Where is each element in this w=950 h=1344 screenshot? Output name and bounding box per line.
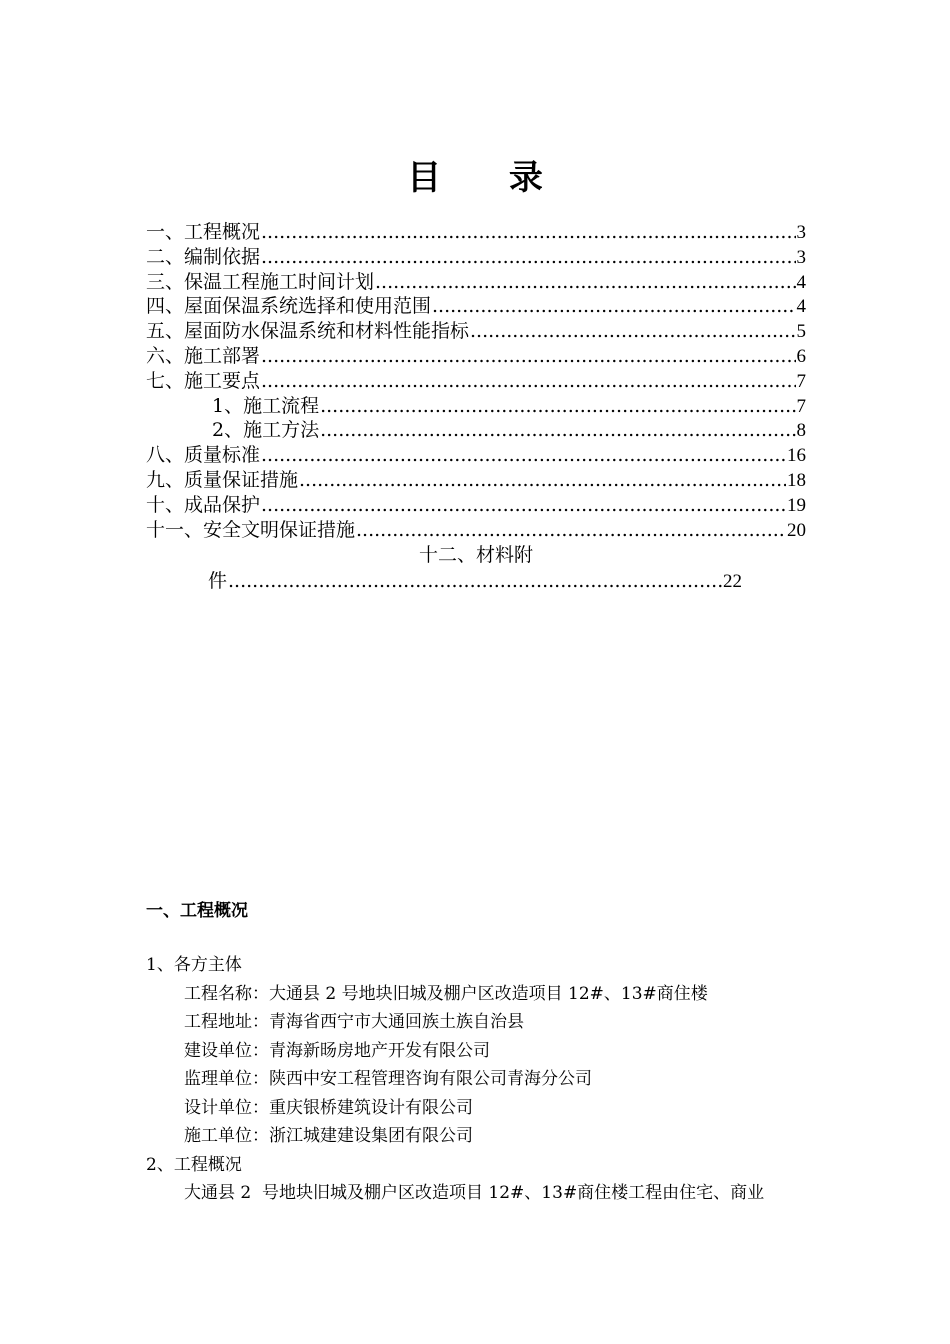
- toc-entry-text: 六、施工部署: [146, 344, 261, 367]
- toc-leader-dots: [261, 220, 795, 245]
- toc-leader-dots: [261, 369, 795, 394]
- overview-paragraph: 大通县 2 号地块旧城及棚户区改造项目 12#、13#商住楼工程由住宅、商业: [184, 1183, 765, 1203]
- toc-entry[interactable]: [146, 468, 806, 493]
- party-line: 建设单位：青海新旸房地产开发有限公司: [184, 1040, 490, 1061]
- toc-entry-text: 十一、安全文明保证措施: [146, 518, 356, 541]
- section-body: [146, 951, 810, 1208]
- toc-page-number: 18: [787, 469, 806, 491]
- toc-page-number: 4: [796, 296, 806, 318]
- toc-entry-text: 三、保温工程施工时间计划: [146, 270, 375, 293]
- toc-entry[interactable]: [146, 245, 806, 270]
- toc-page-number: 5: [796, 321, 806, 343]
- party-line: 工程名称：大通县 2 号地块旧城及棚户区改造项目 12#、13#商住楼: [184, 983, 708, 1004]
- toc-page-number: 7: [796, 395, 806, 417]
- toc-entry-wrapped[interactable]: [146, 542, 806, 595]
- toc-entry-text: 五、屋面防水保温系统和材料性能指标: [146, 320, 470, 343]
- toc-entry-text: 1、施工流程: [212, 394, 320, 417]
- toc-leader-dots: [261, 443, 786, 468]
- table-of-contents: [146, 220, 806, 542]
- toc-leader-dots: [432, 294, 795, 319]
- toc-page-number: 3: [796, 222, 806, 243]
- toc-page-number: 16: [787, 445, 806, 467]
- toc-leader-dots: [299, 468, 786, 493]
- toc-entry-text: 2、施工方法: [212, 419, 320, 442]
- toc-entry-text: 九、质量保证措施: [146, 468, 299, 491]
- party-line: 监理单位：陕西中安工程管理咨询有限公司青海分公司: [184, 1069, 592, 1089]
- toc-leader-dots: [228, 568, 722, 594]
- subsection-heading: 1、各方主体: [146, 955, 242, 975]
- toc-entry[interactable]: [146, 270, 806, 295]
- toc-entry[interactable]: [146, 344, 806, 369]
- toc-entry[interactable]: [146, 369, 806, 394]
- toc-page-number: 19: [787, 494, 806, 516]
- toc-entry-text: 一、工程概况: [146, 221, 261, 243]
- toc-entry[interactable]: [146, 493, 806, 518]
- toc-page-number: 8: [796, 420, 806, 442]
- toc-entry[interactable]: [146, 418, 806, 443]
- toc-leader-dots: [356, 518, 786, 543]
- toc-entry[interactable]: [146, 294, 806, 319]
- toc-entry-text: 四、屋面保温系统选择和使用范围: [146, 295, 432, 318]
- toc-page-number: 20: [787, 519, 806, 541]
- toc-page-number: 6: [796, 345, 806, 367]
- party-line: 设计单位：重庆银桥建筑设计有限公司: [184, 1097, 473, 1118]
- toc-entry-text: 七、施工要点: [146, 369, 261, 392]
- toc-leader-dots: [470, 319, 795, 344]
- section-heading: 一、工程概况: [146, 901, 248, 921]
- toc-page-number: 3: [796, 246, 806, 268]
- toc-page-number: 4: [796, 271, 806, 293]
- toc-page-number: 7: [796, 370, 806, 392]
- toc-leader-dots: [261, 245, 795, 270]
- toc-leader-dots: [320, 394, 795, 419]
- toc-entry[interactable]: [146, 319, 806, 344]
- toc-entry[interactable]: [146, 518, 806, 543]
- toc-entry[interactable]: [146, 394, 806, 419]
- toc-entry-text: 十、成品保护: [146, 493, 261, 516]
- toc-entry-text: 八、质量标准: [146, 444, 261, 467]
- toc-leader-dots: [375, 270, 795, 295]
- toc-leader-dots: [320, 418, 795, 443]
- toc-entry[interactable]: [146, 443, 806, 468]
- toc-entry[interactable]: [146, 220, 806, 245]
- toc-entry-text-cont: 件: [208, 570, 228, 592]
- toc-leader-dots: [261, 493, 786, 518]
- toc-entry-text: 十二、材料附: [418, 544, 533, 566]
- toc-page-number: 22: [723, 571, 742, 592]
- toc-title: 目 录: [407, 158, 571, 198]
- toc-entry-text: 二、编制依据: [146, 245, 261, 268]
- party-line: 施工单位：浙江城建建设集团有限公司: [184, 1126, 473, 1146]
- subsection-heading: 2、工程概况: [146, 1154, 242, 1175]
- toc-leader-dots: [261, 344, 795, 369]
- party-line: 工程地址：青海省西宁市大通回族土族自治县: [184, 1012, 524, 1032]
